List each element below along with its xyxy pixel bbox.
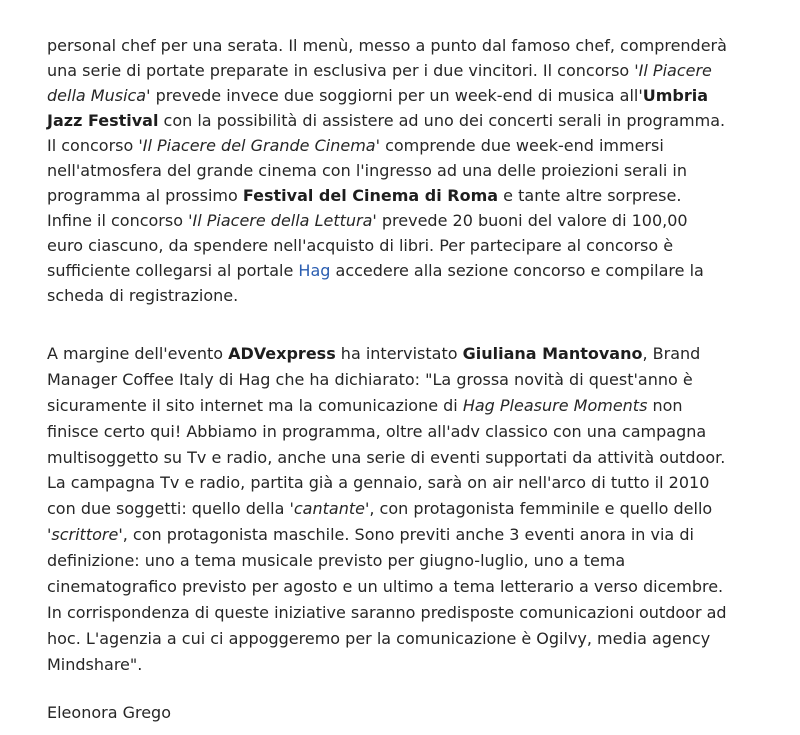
text-run: personal chef per una serata. Il menù, messo a punto dal famoso chef, comprenderà <box>47 36 727 55</box>
text-run: programma al prossimo <box>47 186 243 205</box>
text-run: finisce certo qui! Abbiamo in programma, oltre all'adv classico con una campagna <box>47 421 707 441</box>
text-run: sicuramente il sito internet ma la comunicazione di <box>47 395 463 415</box>
subject-scrittore: 'scrittore' <box>47 525 123 545</box>
text-line <box>47 626 777 652</box>
event-name-festival-roma: Festival del Cinema di Roma <box>242 186 499 205</box>
text-line <box>47 574 777 600</box>
subject-cantante: 'cantante' <box>289 499 370 519</box>
text-run: multisoggetto su Tv e radio, anche una serie di eventi supportati da attività outdoor. <box>47 447 726 467</box>
text-run: definizione: uno a tema musicale previsto per giugno-luglio, uno a tema <box>47 551 626 571</box>
contest-name-reading: 'Il Piacere della Lettura' <box>188 211 377 230</box>
text-run: non <box>647 395 683 415</box>
text-run: sufficiente collegarsi al portale <box>47 261 299 280</box>
author-signature: Eleonora Grego <box>47 703 171 722</box>
text-line <box>47 133 777 158</box>
text-line <box>47 445 777 471</box>
text-line <box>47 183 777 208</box>
text-line <box>47 548 777 574</box>
text-run: scheda di registrazione. <box>47 286 239 305</box>
text-run: cinematografico previsto per agosto e un ultimo a tema letterario a verso dicembre. <box>47 577 724 597</box>
text-run: In corrispondenza di queste iniziative saranno predisposte comunicazioni outdoor ad <box>47 602 727 622</box>
text-line <box>47 108 777 133</box>
text-line <box>47 208 777 233</box>
text-run: prevede invece due soggiorni per un week-end di musica all' <box>150 86 643 105</box>
contest-name-cinema: 'Il Piacere del Grande Cinema' <box>138 136 380 155</box>
text-line <box>47 158 777 183</box>
campaign-name: Hag Pleasure Moments <box>462 395 648 415</box>
text-line <box>47 496 777 522</box>
contest-name-music: 'Il Piacere <box>634 61 712 80</box>
text-run: una serie di portate preparate in esclusiva per i due vincitori. Il concorso <box>47 61 635 80</box>
text-run: euro ciascuno, da spendere nell'acquisto di libri. Per partecipare al concorso è <box>47 236 674 255</box>
text-line <box>47 419 777 445</box>
text-run: ha intervistato <box>335 344 463 363</box>
text-line <box>47 233 777 258</box>
text-line <box>47 393 777 419</box>
text-run: accedere alla sezione concorso e compilare la <box>330 261 704 280</box>
event-name-umbria: Umbria <box>642 86 709 105</box>
interviewee-name: Giuliana Mantovano <box>462 344 643 363</box>
text-line <box>47 367 777 393</box>
text-line <box>47 652 777 678</box>
publication-name: ADVexpress <box>228 344 336 363</box>
text-line <box>47 470 777 496</box>
text-run: Manager Coffee Italy di Hag che ha dichiarato: "La grossa novità di quest'anno è <box>47 369 693 389</box>
text-run: , con protagonista maschile. Sono previti anche 3 eventi anora in via di <box>122 525 694 545</box>
text-line <box>47 58 777 83</box>
text-run: con due soggetti: quello della <box>47 499 290 519</box>
text-run: e tante altre sorprese. <box>498 186 682 205</box>
text-run: La campagna Tv e radio, partita già a gennaio, sarà on air nell'arco di tutto il 2010 <box>47 473 710 493</box>
text-run: hoc. L'agenzia a cui ci appoggeremo per la comunicazione è Ogilvy, media agency <box>47 628 711 648</box>
paragraph-interview <box>47 341 777 678</box>
text-run: Mindshare". <box>47 654 143 674</box>
text-run: prevede 20 buoni del valore di 100,00 <box>376 211 688 230</box>
event-name-jazz-festival: Jazz Festival <box>47 111 159 130</box>
article-body <box>47 33 777 678</box>
text-line <box>47 83 777 108</box>
text-run: , Brand <box>642 344 701 363</box>
text-run: nell'atmosfera del grande cinema con l'ingresso ad una delle proiezioni serali in <box>47 161 687 180</box>
paragraph-contest-details <box>47 33 777 308</box>
text-run: Infine il concorso <box>47 211 189 230</box>
hag-portal-link[interactable]: Hag <box>298 261 331 280</box>
text-run: A margine dell'evento <box>47 344 229 363</box>
text-run: , con protagonista femminile e quello dello <box>369 499 713 519</box>
text-line <box>47 283 777 308</box>
text-line <box>47 33 777 58</box>
paragraph-spacer <box>47 308 777 341</box>
text-line <box>47 341 777 367</box>
contest-name-music-cont: della Musica' <box>47 86 151 105</box>
text-run: con la possibilità di assistere ad uno dei concerti serali in programma. <box>158 111 726 130</box>
text-run: Il concorso <box>47 136 139 155</box>
text-line <box>47 258 777 283</box>
text-run: comprende due week-end immersi <box>379 136 664 155</box>
text-line <box>47 600 777 626</box>
text-line <box>47 522 777 548</box>
